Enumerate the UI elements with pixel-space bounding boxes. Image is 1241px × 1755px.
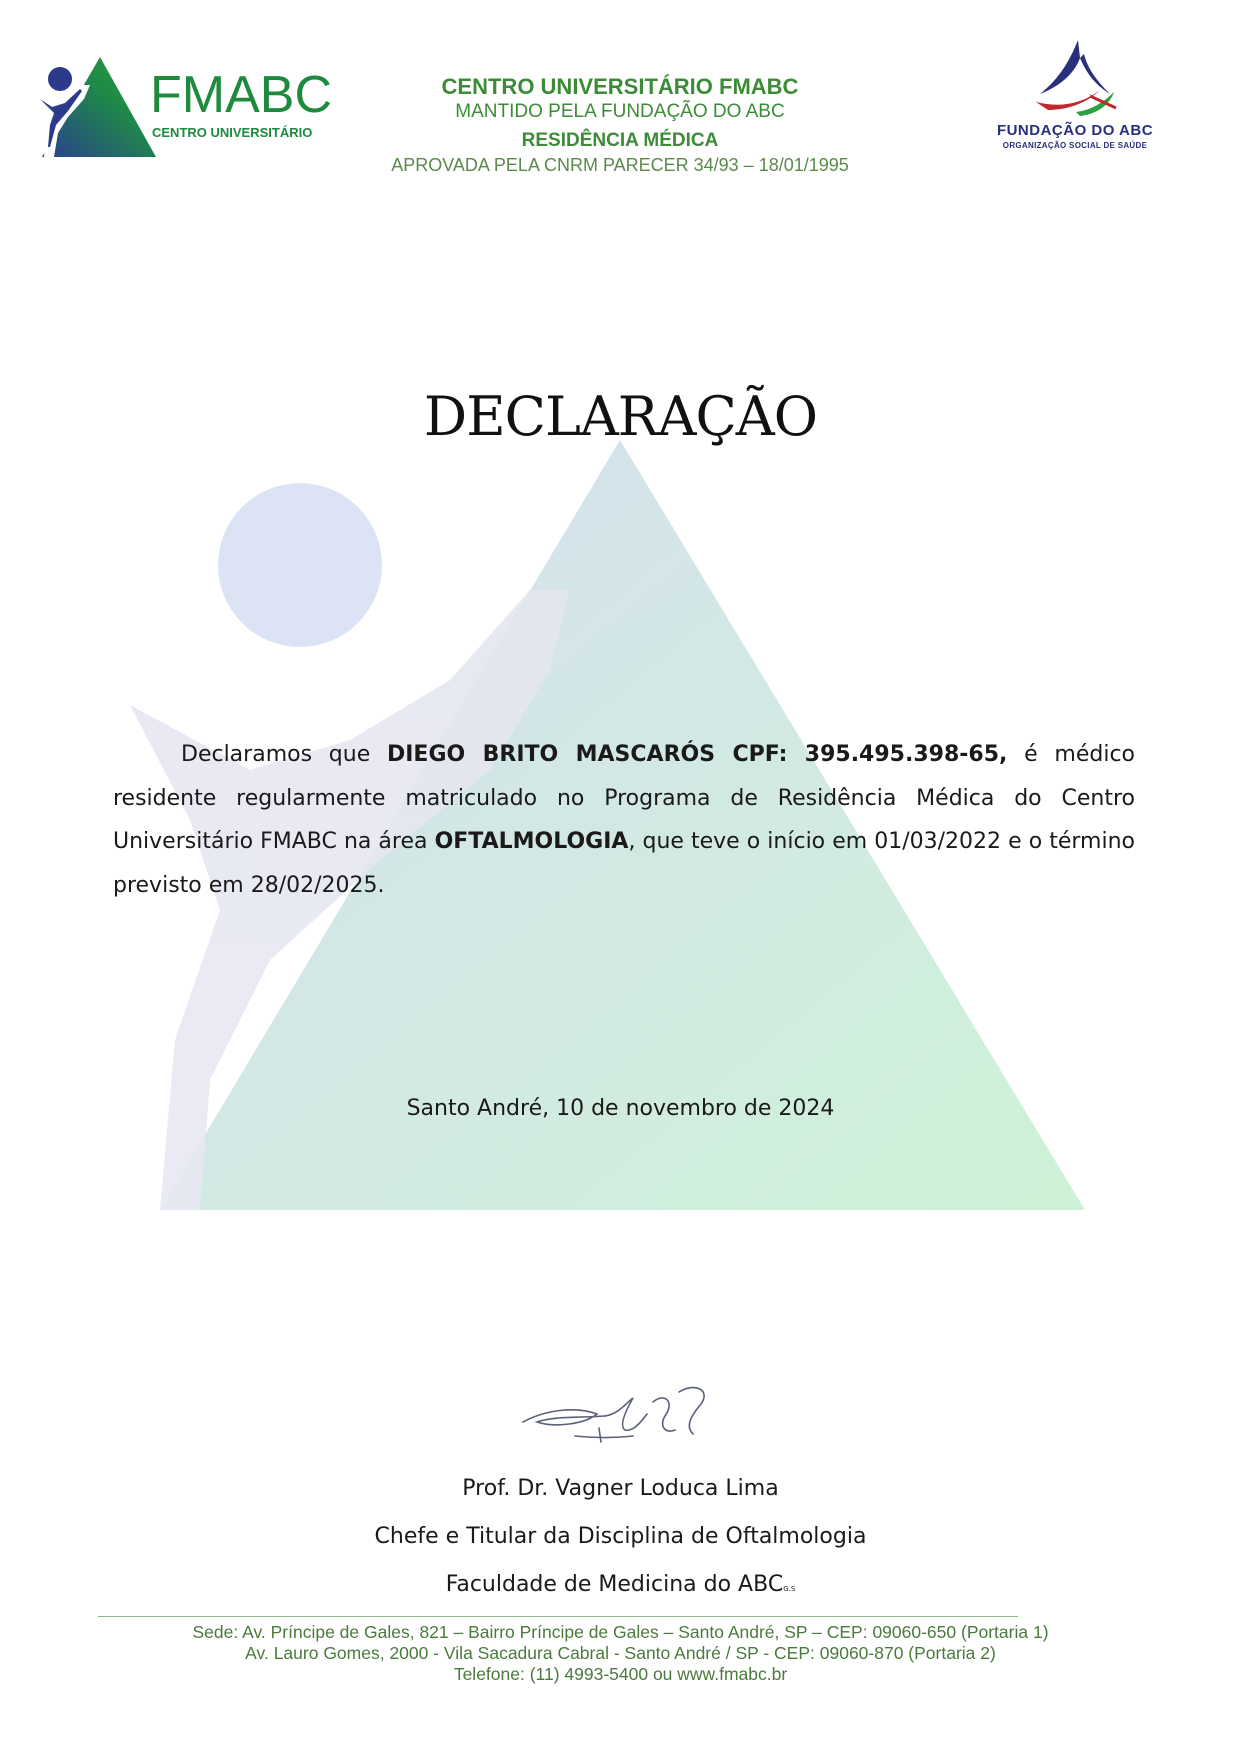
- signer-organization: [0, 1572, 1241, 1597]
- fundacao-abc-name: FUNDAÇÃO DO ABC: [996, 122, 1154, 139]
- signer-name: Prof. Dr. Vagner Loduca Lima: [462, 1476, 779, 1501]
- fundacao-abc-logo: [980, 38, 1170, 158]
- institution-name: CENTRO UNIVERSITÁRIO FMABC: [441, 74, 799, 99]
- fmabc-logo-name: FMABC: [150, 66, 332, 124]
- declaration-body: [113, 733, 1135, 907]
- institution-header: [310, 74, 930, 176]
- signer-organization-name: Faculdade de Medicina do ABC: [445, 1572, 784, 1597]
- resident-name-cpf: DIEGO BRITO MASCARÓS CPF: 395.495.398-65,: [386, 742, 1008, 767]
- institution-maintainer: MANTIDO PELA FUNDAÇÃO DO ABC: [455, 101, 785, 122]
- body-text-intro: Declaramos que: [181, 742, 387, 767]
- place-date: Santo André, 10 de novembro de 2024: [406, 1096, 835, 1121]
- fmabc-logo-mark: [38, 55, 158, 165]
- document-title: DECLARAÇÃO: [423, 385, 818, 448]
- fundacao-abc-logo-mark: [1030, 38, 1120, 118]
- program-approval: APROVADA PELA CNRM PARECER 34/93 – 18/01/1995: [391, 155, 849, 175]
- specialty-area: OFTALMOLOGIA: [434, 829, 629, 854]
- footer-address-line1: Sede: Av. Príncipe de Gales, 821 – Bairro Príncipe de Gales – Santo André, SP – CEP: 09060-650 (Portaria 1): [192, 1622, 1049, 1642]
- signer-organization-suffix: G.S: [783, 1585, 796, 1593]
- body-text-middle: é médico residente regularmente matriculado no Programa de Residência Médica do Centro Universitário FMABC na área: [113, 742, 1135, 854]
- body-text-dates: , que teve o início em 01/03/2022 e o término previsto em 28/02/2025.: [113, 829, 1135, 898]
- footer-divider: [98, 1616, 1018, 1617]
- footer-address-line2: Av. Lauro Gomes, 2000 - Vila Sacadura Cabral - Santo André / SP - CEP: 09060-870 (Portaria 2): [245, 1643, 996, 1663]
- program-name: RESIDÊNCIA MÉDICA: [521, 130, 719, 151]
- fmabc-logo-subtitle: CENTRO UNIVERSITÁRIO: [152, 125, 313, 140]
- footer-contact-line: Telefone: (11) 4993-5400 ou www.fmabc.br: [453, 1664, 788, 1684]
- footer-address: [0, 1622, 1241, 1685]
- declaration-paragraph: [113, 733, 1135, 907]
- handwritten-signature: [515, 1372, 730, 1457]
- signer-role: Chefe e Titular da Disciplina de Oftalmologia: [374, 1524, 867, 1549]
- fmabc-logo: [38, 55, 338, 165]
- fundacao-abc-subtitle: ORGANIZAÇÃO SOCIAL DE SAÚDE: [1002, 141, 1148, 150]
